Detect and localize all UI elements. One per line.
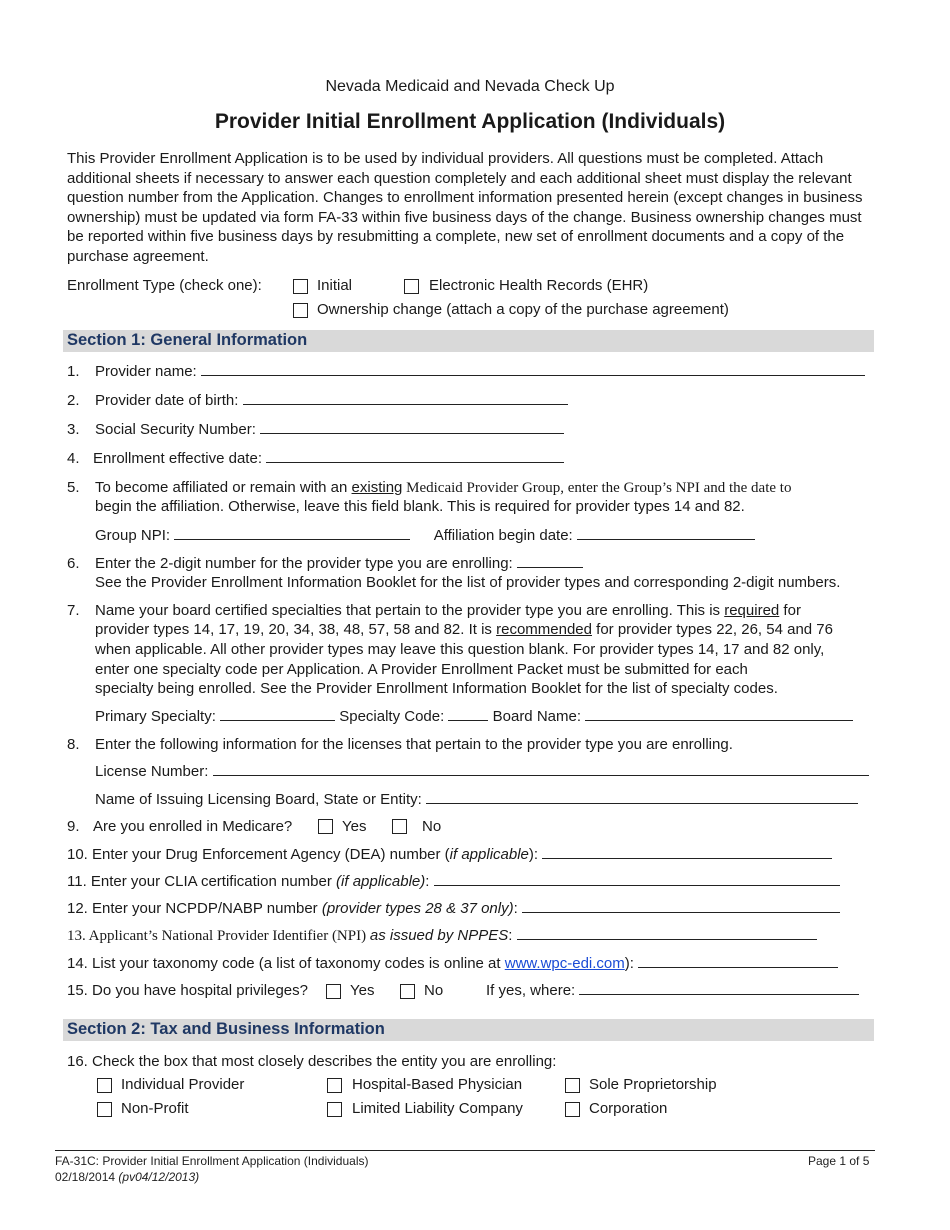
q11-label: 11. Enter your CLIA certification number <box>67 873 337 890</box>
ehr-label: Electronic Health Records (EHR) <box>429 277 649 294</box>
footer-page-number: Page 1 of 5 <box>808 1154 870 1168</box>
q7-line3: when applicable. All other provider types may leave this question blank. For provider types 14, 17 and 82 only, <box>95 641 825 658</box>
section-1-title: Section 1: General Information <box>67 331 308 349</box>
q5-line1 <box>95 479 791 497</box>
q5-number: 5. <box>67 479 80 496</box>
intro-paragraph: This Provider Enrollment Application is to be used by individual providers. All questions must be completed. Attach additional sheets if necessary to answer each question completely and each additional sheet must display the relevant question number from the Application. Changes to enrollment information presented herein (except changes in business ownership) must be updated via form FA-33 within five business days of the change. Business ownership changes must be reported within five business days by resubmitting a complete, new set of enrollment documents and a copy of the purchase agreement. <box>67 150 863 265</box>
affiliation-date-field[interactable] <box>577 527 755 540</box>
initial-checkbox[interactable] <box>293 279 308 294</box>
medicare-yes-checkbox[interactable] <box>318 819 333 834</box>
where-label: If yes, where: <box>486 982 576 999</box>
primary-specialty-field[interactable] <box>220 708 335 721</box>
llc-checkbox[interactable] <box>327 1102 342 1117</box>
q6-line1 <box>95 555 583 572</box>
group-npi-field[interactable] <box>174 527 410 540</box>
hospital-based-physician-checkbox[interactable] <box>327 1078 342 1093</box>
q1-number: 1. <box>67 363 80 380</box>
q11-italic: (if applicable) <box>336 873 426 890</box>
sole-proprietorship-label: Sole Proprietorship <box>589 1076 717 1093</box>
q13-npi <box>67 927 817 945</box>
footer-divider <box>55 1150 875 1151</box>
q8-issuing-row <box>95 791 858 808</box>
taxonomy-link[interactable]: www.wpc-edi.com <box>504 955 625 972</box>
medicare-no-checkbox[interactable] <box>392 819 407 834</box>
clia-number-field[interactable] <box>434 873 840 886</box>
npi-field[interactable] <box>517 927 817 940</box>
q8-number: 8. <box>67 736 80 753</box>
board-name-field[interactable] <box>585 708 853 721</box>
q7-line1-pre: Name your board certified specialties that pertain to the provider type you are enrolling. This is <box>95 602 725 619</box>
q13-post: : <box>508 927 513 944</box>
q8-line1: Enter the following information for the licenses that pertain to the provider type you are enrolling. <box>95 736 733 753</box>
q7-line4: enter one specialty code per Application. A Provider Enrollment Packet must be submitted for each <box>95 661 748 678</box>
ownership-change-checkbox[interactable] <box>293 303 308 318</box>
q7-number: 7. <box>67 602 80 619</box>
hospital-privileges-yes-label: Yes <box>350 982 375 999</box>
q7-line5: specialty being enrolled. See the Provider Enrollment Information Booklet for the list of specialty codes. <box>95 680 778 697</box>
q6-number: 6. <box>67 555 80 572</box>
q10-italic: if applicable <box>449 846 529 863</box>
q14-post: ): <box>624 955 634 972</box>
license-number-field[interactable] <box>213 763 869 776</box>
footer-date-value: 02/18/2014 <box>55 1170 116 1184</box>
q16-label: 16. Check the box that most closely describes the entity you are enrolling: <box>67 1053 557 1070</box>
q10-dea <box>67 846 832 863</box>
q15-where <box>486 982 859 999</box>
q7-line1 <box>95 602 801 619</box>
ncpdp-number-field[interactable] <box>522 900 840 913</box>
ownership-change-label: Ownership change (attach a copy of the purchase agreement) <box>317 301 729 318</box>
hospital-based-physician-label: Hospital-Based Physician <box>352 1076 523 1093</box>
q4-label: Enrollment effective date: <box>93 450 262 467</box>
primary-specialty-label: Primary Specialty: <box>95 708 216 725</box>
q5-text-mid: Medicaid Provider Group, enter the Group’s NPI and the date to <box>402 480 792 496</box>
q7-line1-post: for <box>779 602 801 619</box>
sole-proprietorship-checkbox[interactable] <box>565 1078 580 1093</box>
affiliation-date-label: Affiliation begin date: <box>433 527 573 544</box>
dea-number-field[interactable] <box>542 846 832 859</box>
non-profit-label: Non-Profit <box>121 1100 189 1117</box>
q6-line2: See the Provider Enrollment Information Booklet for the list of provider types and corresponding 2-digit numbers. <box>95 574 841 591</box>
individual-provider-checkbox[interactable] <box>97 1078 112 1093</box>
hospital-privileges-no-checkbox[interactable] <box>400 984 415 999</box>
q7-line2-pre: provider types 14, 17, 19, 20, 34, 38, 48, 57, 58 and 82. It is <box>95 621 497 638</box>
q2-date-of-birth <box>95 392 568 409</box>
agency-subtitle: Nevada Medicaid and Nevada Check Up <box>325 78 615 95</box>
q5-text-pre: To become affiliated or remain with an <box>95 479 352 496</box>
section-1-header <box>63 330 874 352</box>
hospital-privileges-yes-checkbox[interactable] <box>326 984 341 999</box>
q10-label: 10. Enter your Drug Enforcement Agency (DEA) number ( <box>67 846 450 863</box>
q12-label: 12. Enter your NCPDP/NABP number <box>67 900 322 917</box>
provider-name-field[interactable] <box>201 363 865 376</box>
initial-label: Initial <box>317 277 353 294</box>
issuing-board-field[interactable] <box>426 791 858 804</box>
group-npi-label: Group NPI: <box>95 527 171 544</box>
q9-number: 9. <box>67 818 80 835</box>
effective-date-field[interactable] <box>266 450 564 463</box>
footer-form-name: FA-31C: Provider Initial Enrollment Application (Individuals) <box>55 1154 369 1168</box>
q11-clia <box>67 873 840 890</box>
q12-post: : <box>513 900 518 917</box>
q12-italic: (provider types 28 & 37 only) <box>321 900 514 917</box>
enrollment-type-label: Enrollment Type (check one): <box>67 277 262 294</box>
taxonomy-code-field[interactable] <box>638 955 838 968</box>
specialty-code-field[interactable] <box>448 708 488 721</box>
q12-ncpdp <box>67 900 840 917</box>
q1-label: Provider name: <box>95 363 197 380</box>
medicare-no-label: No <box>422 818 442 835</box>
q7-recommended: recommended <box>496 621 592 638</box>
q5-existing: existing <box>351 479 403 496</box>
q7-required: required <box>724 602 780 619</box>
q13-italic: as issued by NPPES <box>369 927 509 944</box>
hospital-privileges-no-label: No <box>424 982 444 999</box>
specialty-code-label: Specialty Code: <box>339 708 445 725</box>
q13-label: 13. Applicant’s National Provider Identifier (NPI) <box>67 928 370 944</box>
section-2-header <box>63 1019 874 1041</box>
q5-group-npi-row <box>95 527 755 544</box>
date-of-birth-field[interactable] <box>243 392 568 405</box>
q7-line2-post: for provider types 22, 26, 54 and 76 <box>592 621 833 638</box>
q8-license-row <box>95 763 869 780</box>
q2-label: Provider date of birth: <box>95 392 239 409</box>
q4-effective-date <box>93 450 564 467</box>
q15-label: 15. Do you have hospital privileges? <box>67 982 308 999</box>
corporation-label: Corporation <box>589 1100 668 1117</box>
footer-revision: (pv04/12/2013) <box>118 1170 200 1184</box>
q7-line2 <box>95 621 833 638</box>
q11-post: : <box>425 873 430 890</box>
q14-taxonomy <box>67 955 838 972</box>
hospital-where-field[interactable] <box>579 982 859 995</box>
page-title: Provider Initial Enrollment Application (Individuals) <box>214 110 726 133</box>
medicare-yes-label: Yes <box>342 818 367 835</box>
board-name-label: Board Name: <box>492 708 581 725</box>
q14-label: 14. List your taxonomy code (a list of taxonomy codes is online at <box>67 955 505 972</box>
q3-label: Social Security Number: <box>95 421 256 438</box>
issuing-board-label: Name of Issuing Licensing Board, State or Entity: <box>95 791 422 808</box>
q10-post: ): <box>528 846 539 863</box>
q5-line2: begin the affiliation. Otherwise, leave this field blank. This is required for provider types 14 and 82. <box>95 498 745 515</box>
individual-provider-label: Individual Provider <box>121 1076 245 1093</box>
q1-provider-name <box>95 363 865 380</box>
corporation-checkbox[interactable] <box>565 1102 580 1117</box>
q4-number: 4. <box>67 450 80 467</box>
footer-date <box>55 1170 199 1184</box>
provider-type-field[interactable] <box>517 555 583 568</box>
non-profit-checkbox[interactable] <box>97 1102 112 1117</box>
ehr-checkbox[interactable] <box>404 279 419 294</box>
q9-label: Are you enrolled in Medicare? <box>93 818 293 835</box>
q3-number: 3. <box>67 421 80 438</box>
q6-label: Enter the 2-digit number for the provider type you are enrolling: <box>95 555 513 572</box>
llc-label: Limited Liability Company <box>352 1100 523 1117</box>
section-2-title: Section 2: Tax and Business Information <box>67 1020 385 1038</box>
ssn-field[interactable] <box>260 421 564 434</box>
q3-ssn <box>95 421 564 438</box>
license-number-label: License Number: <box>95 763 209 780</box>
q2-number: 2. <box>67 392 80 409</box>
q7-specialty-row <box>95 708 853 725</box>
